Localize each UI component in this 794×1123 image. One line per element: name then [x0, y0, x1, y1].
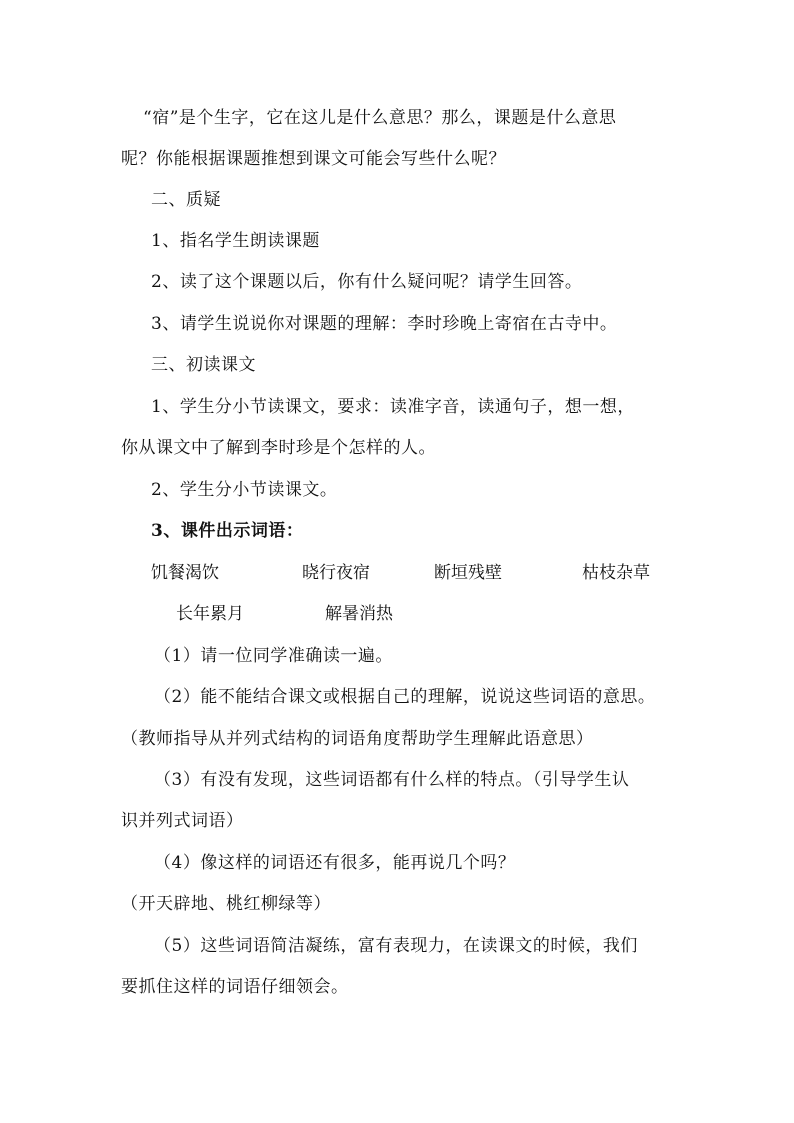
list-item: （4）像这样的词语还有很多，能再说几个吗？: [154, 853, 516, 873]
vocab-word: 解暑消热: [325, 604, 393, 624]
vocab-word: 长年累月: [176, 604, 244, 624]
list-item: 1、指名学生朗读课题: [151, 231, 320, 251]
list-item: 2、读了这个课题以后，你有什么疑问呢？请学生回答。: [151, 272, 583, 292]
section-heading: 二、质疑: [151, 190, 221, 210]
list-item-bold: 3、课件出示词语：: [151, 521, 304, 541]
list-item: 1、学生分小节读课文，要求：读准字音，读通句子，想一想，: [151, 397, 635, 417]
paragraph-line: 识并列式词语）: [121, 811, 244, 831]
paragraph-line: 你从课文中了解到李时珍是个怎样的人。: [121, 438, 436, 458]
list-item: （1）请一位同学准确读一遍。: [154, 646, 393, 666]
paragraph-line: （教师指导从并列式结构的词语角度帮助学生理解此语意思）: [121, 729, 594, 749]
vocab-word: 枯枝杂草: [582, 563, 650, 583]
list-item: 2、学生分小节读课文。: [151, 480, 338, 500]
paragraph-line: （开天辟地、桃红柳绿等）: [121, 894, 331, 914]
list-item: （5）这些词语简洁凝练，富有表现力，在读课文的时候，我们: [154, 936, 638, 956]
list-item: （3）有没有发现，这些词语都有什么样的特点。（引导学生认: [154, 770, 630, 790]
vocab-word: 晓行夜宿: [302, 563, 370, 583]
vocab-word: 饥餐渴饮: [151, 563, 219, 583]
paragraph-line: 呢？你能根据课题推想到课文可能会写些什么呢？: [121, 149, 506, 169]
vocab-word: 断垣残壁: [434, 563, 502, 583]
paragraph-line: 要抓住这样的词语仔细领会。: [121, 977, 349, 997]
list-item: 3、请学生说说你对课题的理解：李时珍晚上寄宿在古寺中。: [151, 314, 618, 334]
section-heading: 三、初读课文: [151, 355, 256, 375]
paragraph-line: “宿”是个生字，它在这儿是什么意思？那么，课题是什么意思: [143, 108, 617, 128]
list-item: （2）能不能结合课文或根据自己的理解，说说这些词语的意思。: [154, 687, 656, 707]
